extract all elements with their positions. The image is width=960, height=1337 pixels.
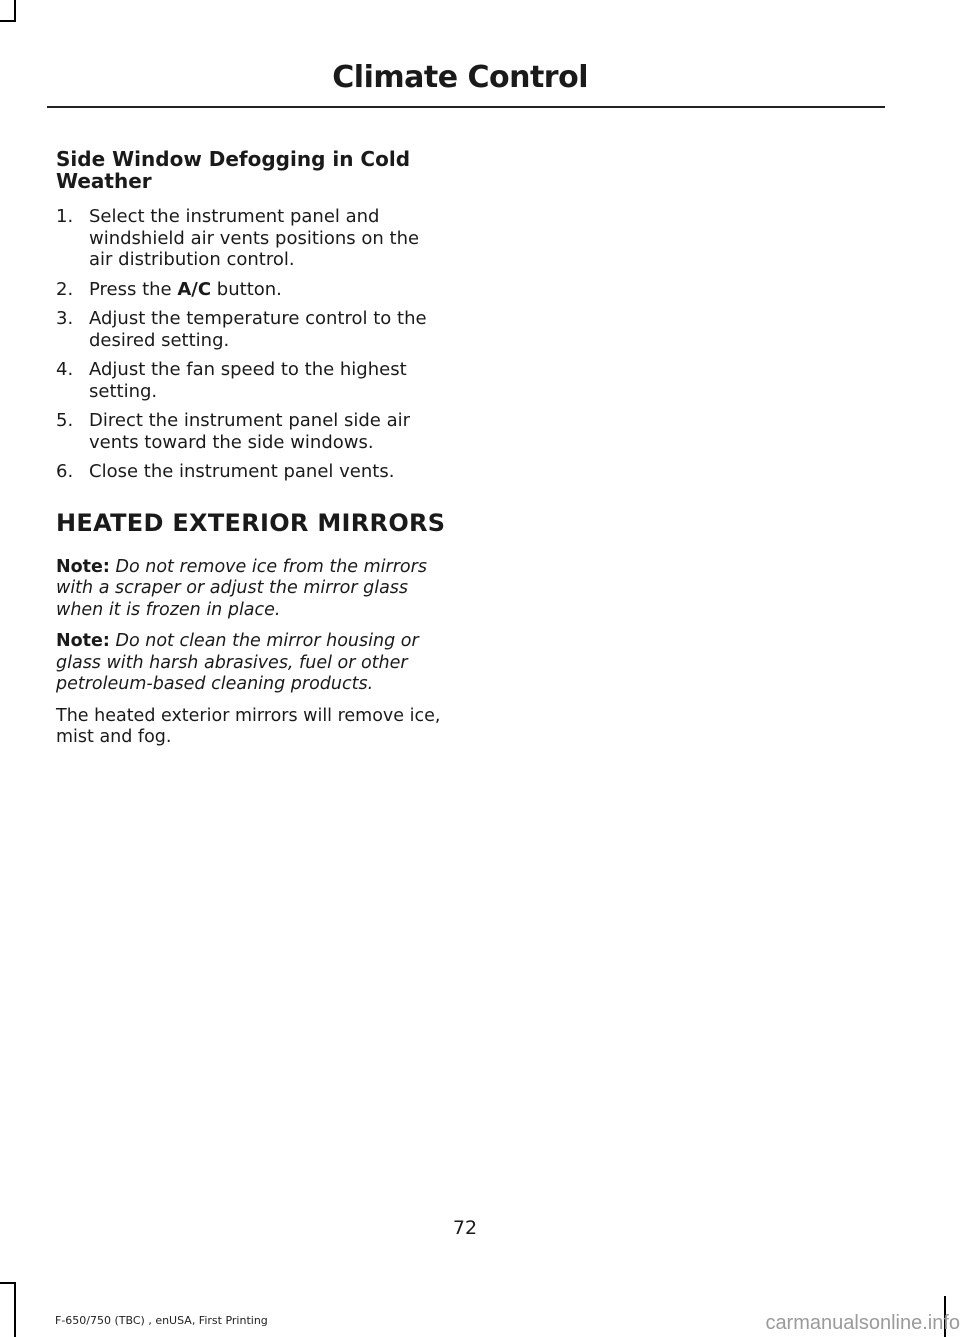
body-paragraph: The heated exterior mirrors will remove ice, mist and fog. (56, 705, 441, 747)
crop-mark (0, 20, 16, 22)
page-number: 72 (452, 1217, 478, 1239)
note-paragraph: Note: Do not remove ice from the mirrors with a scraper or adjust the mirror glass when it is frozen in place. (56, 556, 427, 620)
note-paragraph: Note: Do not clean the mirror housing or glass with harsh abrasives, fuel or other petroleum-based cleaning products. (56, 631, 419, 694)
list-item: 6. Close the instrument panel vents. (56, 461, 395, 482)
list-item: 5. Direct the instrument panel side air vents toward the side windows. (56, 410, 411, 453)
watermark: carmanualsonline.info (765, 1312, 960, 1334)
defog-steps-list (56, 206, 448, 483)
mirrors-heading: HEATED EXTERIOR MIRRORS (56, 508, 446, 537)
crop-mark (14, 0, 16, 20)
content-column (56, 148, 448, 759)
crop-mark (14, 1282, 16, 1337)
crop-mark (0, 1282, 16, 1284)
list-item: 4. Adjust the fan speed to the highest setting. (56, 359, 407, 402)
ac-button-label: A/C (177, 278, 212, 300)
footer-text: F-650/750 (TBC) , enUSA, First Printing (55, 1314, 268, 1327)
header-divider (47, 106, 885, 108)
page-title: Climate Control (332, 60, 588, 95)
list-item: 1. Select the instrument panel and windshield air vents positions on the air distribution control. (56, 206, 420, 270)
side-window-heading: Side Window Defogging in Cold Weather (56, 147, 411, 193)
list-item: 2. Press the A/C button. (56, 278, 282, 300)
list-item: 3. Adjust the temperature control to the desired setting. (56, 308, 427, 351)
